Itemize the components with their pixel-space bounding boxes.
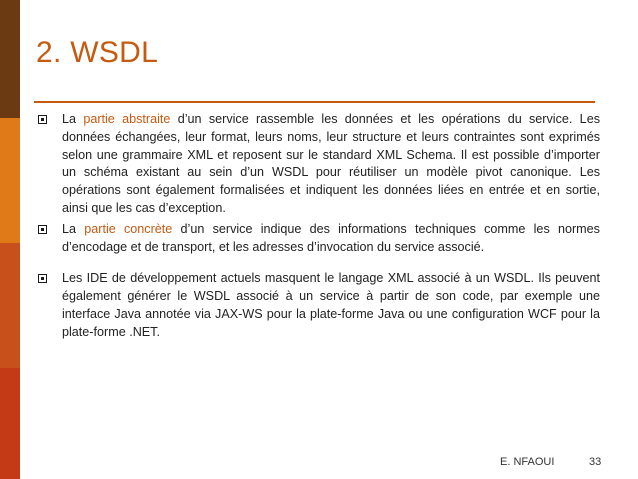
footer-author: E. NFAOUI — [500, 456, 555, 468]
highlighted-term: partie abstraite — [83, 112, 171, 126]
highlighted-term: partie concrète — [84, 221, 173, 236]
square-bullet-icon — [38, 115, 47, 124]
side-bar-segment — [0, 0, 20, 118]
side-bar-segment — [0, 243, 20, 368]
bullet-text-body: d’un service rassemble les données et les opérations du service. Les données échangées, leur format, leurs noms, leur structure et leurs contraintes sont exprimés selon une grammaire XML et reposent sur le standard XML Schema. Il est possible d’importer un schéma existant au sein d’un WSDL pour réutiliser un modèle pivot canonique. Les opérations sont également formalisées et indiquent les données liées en entrée et en sortie, ainsi que les cas d’exception. — [62, 112, 600, 215]
side-bar-segment — [0, 118, 20, 243]
bullet-text: Les IDE de développement actuels masquent le langage XML associé à un WSDL. Ils peuvent également générer le WSDL associé à un service à partir de son code, par exemple une interface Java annotée via JAX-WS pour la plate-forme Java ou une configuration WCF pour la plate-forme .NET. — [62, 271, 600, 339]
bullet-text — [62, 221, 600, 257]
side-bar-segment — [0, 368, 20, 479]
bullet-item-abstract-part — [38, 111, 600, 218]
square-bullet-icon — [38, 225, 47, 234]
decorative-side-bar — [0, 0, 20, 479]
bullet-text-body: d’un service indique des informations techniques comme les normes d’encodage et de transport, et les adresses d’invocation du service associé. — [62, 221, 600, 254]
bullet-list — [38, 111, 600, 342]
bullet-text-lead: La — [62, 112, 84, 126]
bullet-item-ide — [38, 270, 600, 341]
slide-title: 2. WSDL — [36, 36, 159, 69]
page-number: 33 — [589, 456, 602, 468]
bullet-text-lead: La — [62, 221, 85, 236]
bullet-text — [62, 111, 600, 218]
square-bullet-icon — [38, 274, 47, 283]
bullet-item-concrete-part — [38, 221, 600, 257]
title-underline — [34, 101, 595, 103]
